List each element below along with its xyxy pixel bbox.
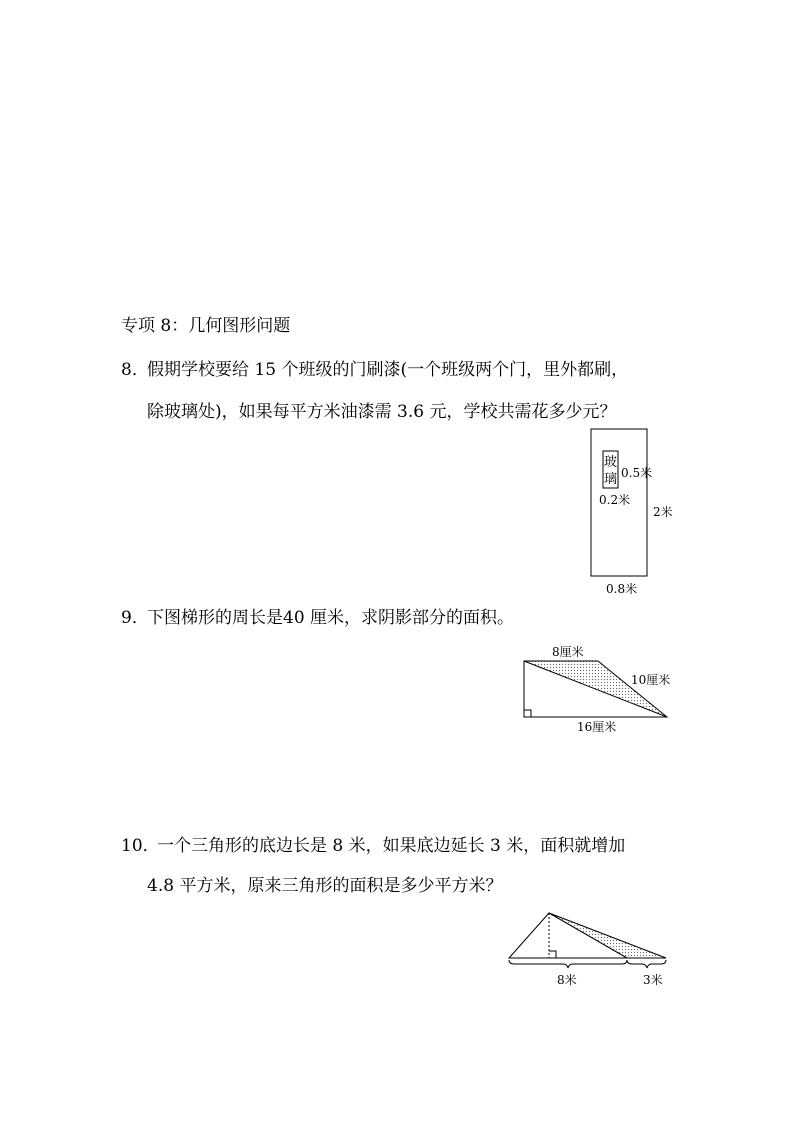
- top-base-label: 8厘米: [552, 645, 584, 659]
- glass-width-label: 0.2米: [599, 493, 631, 507]
- base-brace: [509, 960, 627, 968]
- problem-8-number: 8．: [121, 360, 149, 380]
- extended-triangle: [549, 913, 666, 958]
- section-title: 专项 8：几何图形问题: [121, 316, 291, 336]
- trapezoid-figure: [512, 644, 702, 736]
- door-width-label: 0.8米: [606, 582, 638, 596]
- glass-label-top: 玻: [604, 455, 618, 470]
- problem-10-line-2: 4.8 平方米，原来三角形的面积是多少平方米？: [147, 876, 503, 896]
- right-angle-mark: [549, 951, 556, 958]
- extension-brace: [627, 960, 666, 968]
- door-figure: [585, 422, 695, 602]
- problem-10-number: 10．: [121, 836, 160, 856]
- problem-8-line-1: 假期学校要给 15 个班级的门刷漆(一个班级两个门，里外都刷，: [147, 360, 629, 380]
- problem-9-line-1: 下图梯形的周长是40 厘米，求阴影部分的面积。: [147, 608, 515, 628]
- base-label: 8米: [557, 973, 577, 987]
- glass-height-label: 0.5米: [621, 466, 653, 480]
- slant-side-label: 10厘米: [631, 673, 671, 687]
- problem-10-line-1: 一个三角形的底边长是 8 米，如果底边延长 3 米，面积就增加: [157, 836, 626, 856]
- right-angle-mark: [524, 710, 531, 717]
- extension-label: 3米: [643, 973, 663, 987]
- door-height-label: 2米: [653, 505, 673, 519]
- bottom-base-label: 16厘米: [577, 720, 617, 734]
- problem-9-number: 9．: [121, 608, 149, 628]
- triangle-figure: [502, 906, 692, 990]
- original-triangle: [509, 913, 627, 958]
- problem-8-line-2: 除玻璃处)，如果每平方米油漆需 3.6 元，学校共需花多少元？: [147, 402, 617, 422]
- glass-label-bottom: 璃: [604, 472, 618, 487]
